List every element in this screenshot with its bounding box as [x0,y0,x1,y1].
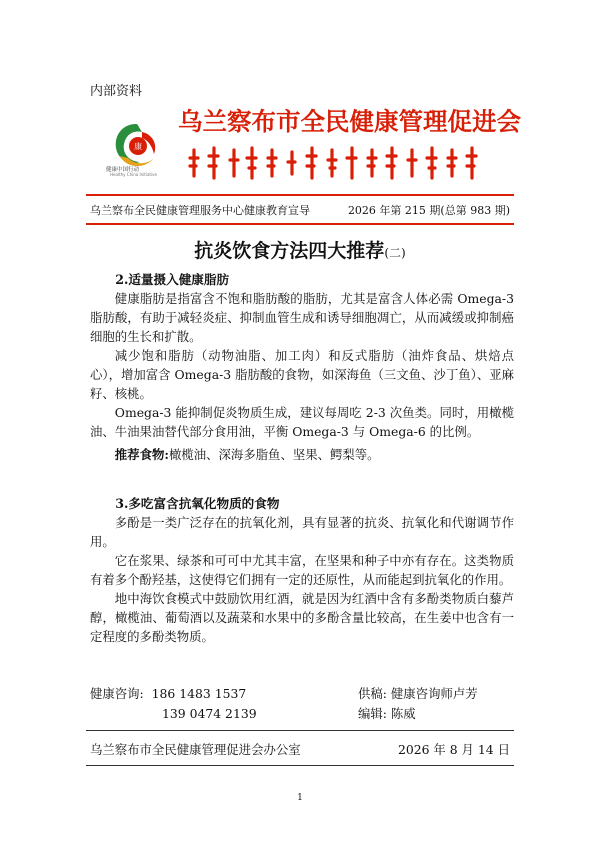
internal-label: 内部资料 [90,84,143,99]
section-2 [90,270,514,464]
paragraph: 它在浆果、绿茶和可可中尤其丰富，在坚果和种子中亦有存在。这类物质有着多个酚羟基，这使得它们拥有一定的还原性，从而能起到抗氧化的作用。 [90,553,514,587]
editor: 编辑: 陈威 [358,706,416,721]
article-title-text: 抗炎饮食方法四大推荐 [194,240,385,262]
issue-info [90,202,510,218]
footer-office: 乌兰察布市全民健康管理促进会办公室 [90,742,301,757]
mongolian-script-title [188,144,488,184]
footer-bottom-rule [86,765,514,766]
article-part: (二) [384,246,406,260]
organization-title: 乌兰察布市全民健康管理促进会 [178,107,521,136]
phone-2: 139 0474 2139 [162,706,257,721]
issue-divider [86,223,514,225]
issue-number: 2026 年第 215 期(总第 983 期) [347,204,510,217]
header-divider [86,194,514,196]
paragraph: 减少饱和脂肪（动物油脂、加工肉）和反式脂肪（油炸食品、烘焙点心），增加富含 Omega-3 脂肪酸的食物，如深海鱼（三文鱼、沙丁鱼）、亚麻籽、核桃。 [90,348,514,401]
article-title [0,236,600,263]
contact-block [90,684,257,724]
section-2-heading: 2.适量摄入健康脂肪 [115,272,230,287]
paragraph: 健康脂肪是指富含不饱和脂肪酸的脂肪，尤其是富含人体必需 Omega-3 脂肪酸，有助于减轻炎症、抑制血管生成和诱导细胞凋亡，从而减缓或抑制癌细胞的生长和扩散。 [90,291,514,344]
logo-subcaption: Healthy China Initiative [110,172,157,177]
footer [90,740,510,758]
logo-caption: 健康中国行动 [106,167,140,173]
issue-department: 乌兰察布全民健康管理服务中心健康教育宣导 [90,204,310,217]
phone-1: 186 1483 1537 [151,686,247,701]
credits-block [358,684,478,724]
paragraph: 地中海饮食模式中鼓励饮用红酒，就是因为红酒中含有多酚类物质白藜芦醇，橄榄油、葡萄酒以及蔬菜和水果中的多酚含量比较高，在生姜中也含有一定程度的多酚类物质。 [90,591,514,644]
recommend-line [90,445,514,464]
page-number: 1 [297,793,303,803]
contact-label: 健康咨询: [90,686,144,701]
footer-top-rule [86,730,514,731]
paragraph: 多酚是一类广泛存在的抗氧化剂，具有显著的抗炎、抗氧化和代谢调节作用。 [90,515,514,549]
section-3-heading: 3.多吃富含抗氧化物质的食物 [115,496,280,511]
section-3 [90,494,514,646]
recommend-label: 推荐食物: [114,447,169,462]
recommend-text: 橄榄油、深海多脂鱼、坚果、鳄梨等。 [168,447,380,462]
footer-date: 2026 年 8 月 14 日 [397,742,510,757]
paragraph: Omega-3 能抑制促炎物质生成，建议每周吃 2-3 次鱼类。同时，用橄榄油、牛油果油替代部分食用油，平衡 Omega-3 与 Omega-6 的比例。 [90,405,514,439]
supplier: 供稿: 健康咨询师卢芳 [358,686,478,701]
svg-text:康: 康 [134,142,142,151]
